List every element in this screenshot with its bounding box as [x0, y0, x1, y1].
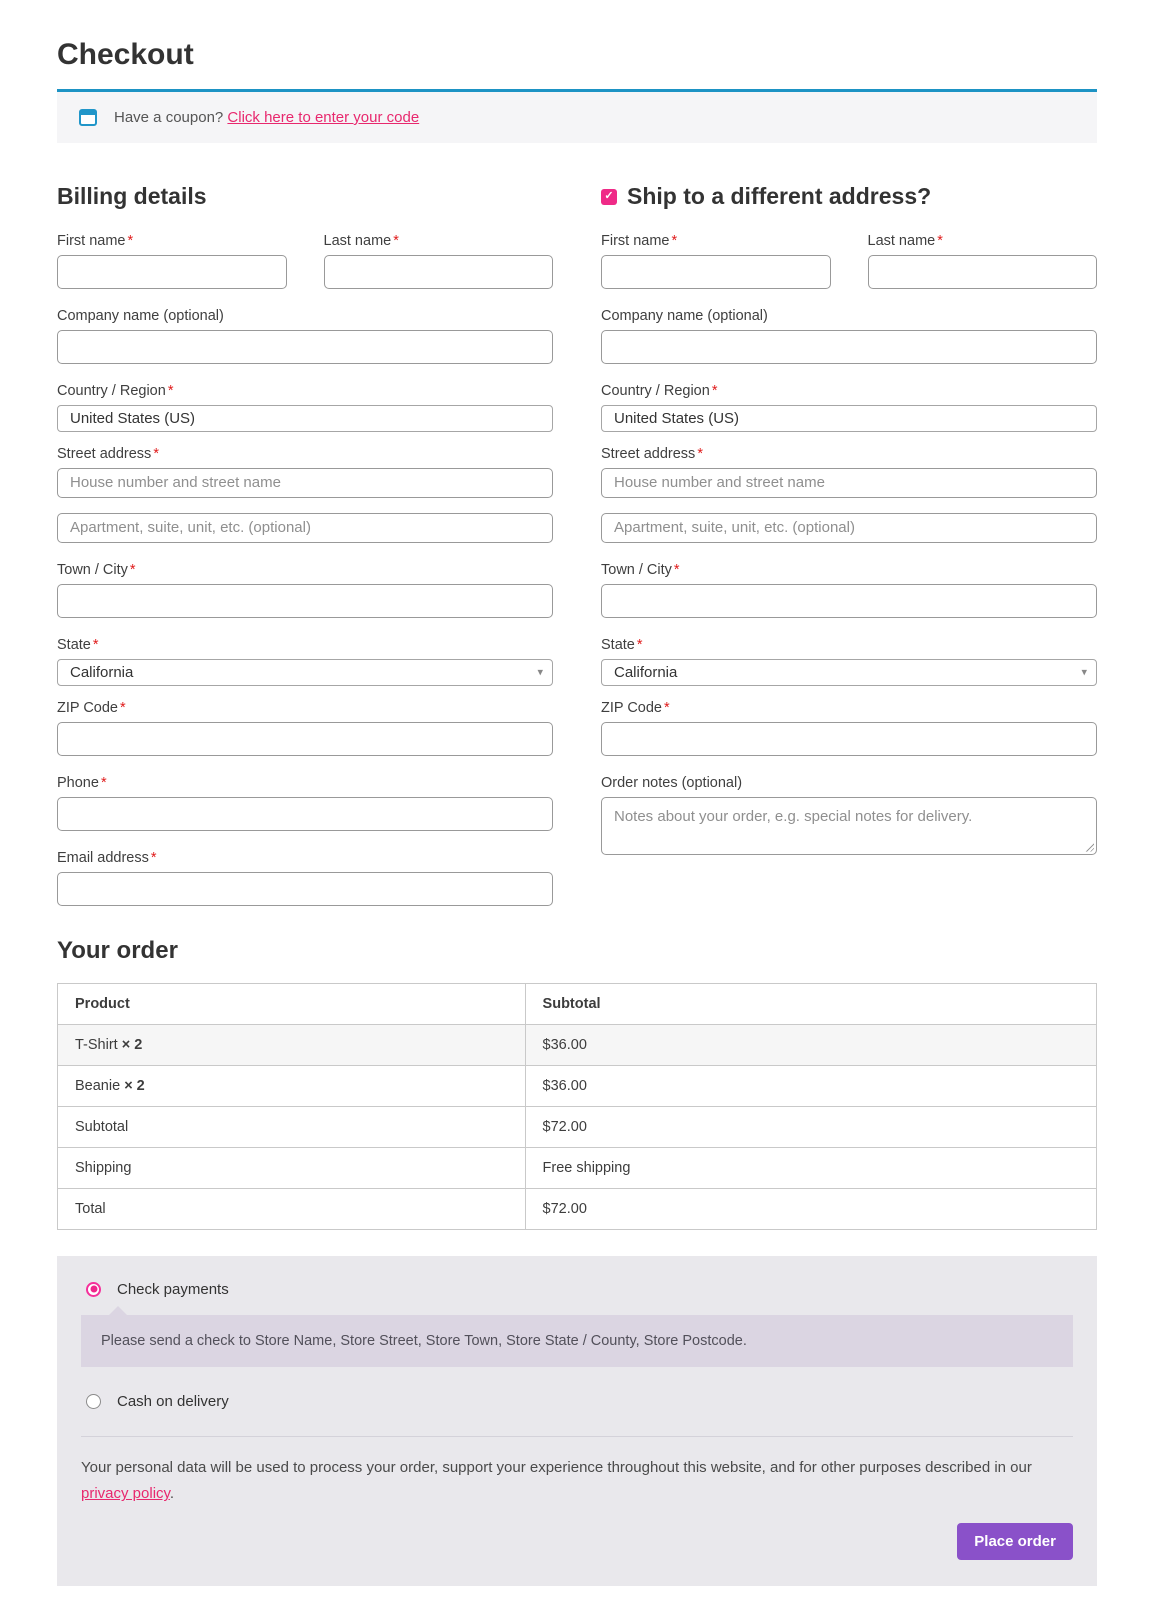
label-text: Country / Region	[601, 382, 710, 399]
required-asterisk: *	[129, 561, 136, 578]
shipping-town-field	[601, 562, 1097, 618]
label-text: State	[57, 636, 91, 653]
label-text: Company name (optional)	[57, 307, 224, 324]
selected-country: United States (US)	[614, 409, 740, 427]
product-cell	[58, 1024, 526, 1065]
product-qty: × 2	[121, 1036, 143, 1053]
privacy-text-period: .	[169, 1485, 175, 1503]
field-label	[57, 233, 287, 249]
privacy-notice	[81, 1436, 1073, 1508]
field-label	[57, 308, 553, 324]
selected-state: California	[614, 663, 678, 681]
coupon-text	[114, 109, 419, 126]
shipping-name-row	[601, 233, 1097, 308]
shipping-first-name-field	[601, 233, 831, 289]
required-asterisk: *	[671, 232, 678, 249]
total-label: Total	[58, 1188, 526, 1229]
payment-method-label[interactable]: Cash on delivery	[117, 1392, 229, 1410]
payment-panel	[57, 1256, 1097, 1587]
label-text: Street address	[601, 445, 696, 462]
required-asterisk: *	[664, 699, 670, 716]
shipping-company-input[interactable]	[601, 330, 1097, 364]
field-label	[324, 233, 554, 249]
coupon-notice-bar	[57, 89, 1097, 143]
ship-different-address-checkbox[interactable]: ✓	[601, 189, 617, 205]
field-label	[57, 637, 553, 653]
radio-unchecked-icon[interactable]	[86, 1394, 101, 1409]
field-label	[601, 233, 831, 249]
required-asterisk: *	[711, 382, 718, 399]
billing-heading: Billing details	[57, 183, 207, 209]
billing-last-name-input[interactable]	[324, 255, 554, 289]
shipping-last-name-field	[868, 233, 1098, 289]
table-row	[58, 1065, 1097, 1106]
label-text: First name	[57, 232, 126, 249]
your-order-heading: Your order	[57, 936, 178, 964]
shipping-street1-input[interactable]	[601, 468, 1097, 498]
required-asterisk: *	[697, 445, 703, 462]
required-asterisk: *	[393, 232, 399, 249]
billing-phone-input[interactable]	[57, 797, 553, 831]
product-name: Beanie	[75, 1077, 121, 1094]
billing-first-name-field	[57, 233, 287, 289]
label-text: Last name	[323, 232, 392, 249]
billing-town-input[interactable]	[57, 584, 553, 618]
billing-state-field	[57, 637, 553, 686]
required-asterisk: *	[937, 232, 943, 249]
coupon-question: Have a coupon?	[114, 109, 224, 126]
label-text: Order notes (optional)	[601, 774, 743, 791]
billing-phone-field	[57, 775, 553, 831]
required-asterisk: *	[120, 699, 126, 716]
table-header-row	[58, 983, 1097, 1024]
field-label	[601, 383, 1097, 399]
product-qty: × 2	[124, 1077, 145, 1094]
billing-email-input[interactable]	[57, 872, 553, 906]
order-review-table	[57, 983, 1097, 1230]
product-cell	[58, 1065, 526, 1106]
label-text: ZIP Code	[57, 699, 118, 716]
field-label	[57, 562, 553, 578]
billing-column	[57, 183, 553, 925]
shipping-zip-input[interactable]	[601, 722, 1097, 756]
selected-state: California	[70, 663, 134, 681]
subtotal-label: Subtotal	[58, 1106, 526, 1147]
shipping-label: Shipping	[58, 1147, 526, 1188]
selected-country: United States (US)	[70, 409, 196, 427]
field-label	[57, 775, 553, 791]
field-label	[57, 700, 553, 716]
field-label	[601, 308, 1097, 324]
shipping-state-field	[601, 637, 1097, 686]
chevron-down-icon: ▾	[1081, 666, 1087, 679]
label-text: Town / City	[601, 561, 672, 578]
required-asterisk: *	[127, 232, 134, 249]
total-row	[58, 1188, 1097, 1229]
shipping-street2-input[interactable]	[601, 513, 1097, 543]
required-asterisk: *	[167, 382, 174, 399]
label-text: First name	[601, 232, 670, 249]
total-value: $72.00	[525, 1188, 1096, 1229]
privacy-text: Your personal data will be used to process your order, support your experience throughout this website, and for other purposes described in our	[81, 1458, 1032, 1476]
field-label	[57, 383, 553, 399]
radio-checked-icon[interactable]	[86, 1282, 101, 1297]
place-order-button[interactable]: Place order	[957, 1523, 1073, 1560]
shipping-country-field	[601, 383, 1097, 432]
payment-method-cod[interactable]	[81, 1393, 1073, 1410]
shipping-company-field	[601, 308, 1097, 364]
label-text: State	[601, 636, 635, 653]
field-label	[601, 562, 1097, 578]
field-label	[57, 446, 553, 462]
field-label	[601, 775, 1097, 791]
billing-zip-input[interactable]	[57, 722, 553, 756]
shipping-row	[58, 1147, 1097, 1188]
field-label	[601, 446, 1097, 462]
payment-method-check[interactable]	[81, 1281, 1073, 1298]
subtotal-cell: $36.00	[525, 1065, 1096, 1106]
billing-state-select[interactable]	[57, 659, 553, 686]
coupon-window-icon	[79, 109, 97, 126]
privacy-policy-link[interactable]: privacy policy	[81, 1485, 170, 1503]
label-text: Company name (optional)	[601, 307, 768, 324]
table-row	[58, 1024, 1097, 1065]
label-text: Town / City	[57, 561, 128, 578]
shipping-country-select[interactable]	[601, 405, 1097, 432]
billing-street2-input[interactable]	[57, 513, 553, 543]
product-column-header: Product	[58, 983, 526, 1024]
order-notes-textarea[interactable]	[601, 797, 1097, 855]
billing-company-field	[57, 308, 553, 364]
shipping-heading-text: Ship to a different address?	[627, 183, 932, 209]
field-label	[57, 850, 553, 866]
shipping-last-name-input[interactable]	[868, 255, 1098, 289]
billing-name-row	[57, 233, 553, 308]
shipping-town-input[interactable]	[601, 584, 1097, 618]
billing-zip-field	[57, 700, 553, 756]
order-notes-field	[601, 775, 1097, 855]
coupon-toggle-link[interactable]: Click here to enter your code	[227, 109, 420, 126]
shipping-column	[601, 183, 1097, 925]
required-asterisk: *	[150, 849, 157, 866]
page-title: Checkout	[57, 38, 194, 71]
billing-town-field	[57, 562, 553, 618]
shipping-zip-field	[601, 700, 1097, 756]
billing-street1-input[interactable]	[57, 468, 553, 498]
label-text: ZIP Code	[601, 699, 662, 716]
billing-street-field	[57, 446, 553, 543]
billing-country-select[interactable]	[57, 405, 553, 432]
subtotal-cell: $36.00	[525, 1024, 1096, 1065]
required-asterisk: *	[100, 774, 107, 791]
label-text: Country / Region	[57, 382, 166, 399]
field-label	[868, 233, 1098, 249]
order-notes-wrap	[601, 797, 1097, 855]
required-asterisk: *	[636, 636, 643, 653]
field-label	[601, 700, 1097, 716]
check-payment-note: Please send a check to Store Name, Store Street, Store Town, Store State / County, Store Postcode.	[81, 1315, 1073, 1367]
required-asterisk: *	[673, 561, 680, 578]
required-asterisk: *	[153, 445, 159, 462]
billing-last-name-field	[324, 233, 554, 289]
subtotal-row	[58, 1106, 1097, 1147]
label-text: Email address	[57, 849, 149, 866]
billing-country-field	[57, 383, 553, 432]
billing-company-input[interactable]	[57, 330, 553, 364]
billing-email-field	[57, 850, 553, 906]
product-name: T-Shirt	[75, 1036, 118, 1053]
shipping-street-field	[601, 446, 1097, 543]
subtotal-value: $72.00	[525, 1106, 1096, 1147]
shipping-first-name-input[interactable]	[601, 255, 831, 289]
subtotal-column-header: Subtotal	[525, 983, 1096, 1024]
chevron-down-icon: ▾	[537, 666, 543, 679]
shipping-heading	[601, 183, 1097, 211]
required-asterisk: *	[92, 636, 99, 653]
shipping-value: Free shipping	[525, 1147, 1096, 1188]
label-text: Street address	[57, 445, 152, 462]
place-order-row	[81, 1523, 1073, 1560]
shipping-state-select[interactable]	[601, 659, 1097, 686]
label-text: Last name	[867, 232, 936, 249]
label-text: Phone	[57, 774, 99, 791]
field-label	[601, 637, 1097, 653]
payment-method-label[interactable]: Check payments	[117, 1280, 229, 1298]
checkout-form	[57, 183, 1097, 925]
billing-first-name-input[interactable]	[57, 255, 287, 289]
